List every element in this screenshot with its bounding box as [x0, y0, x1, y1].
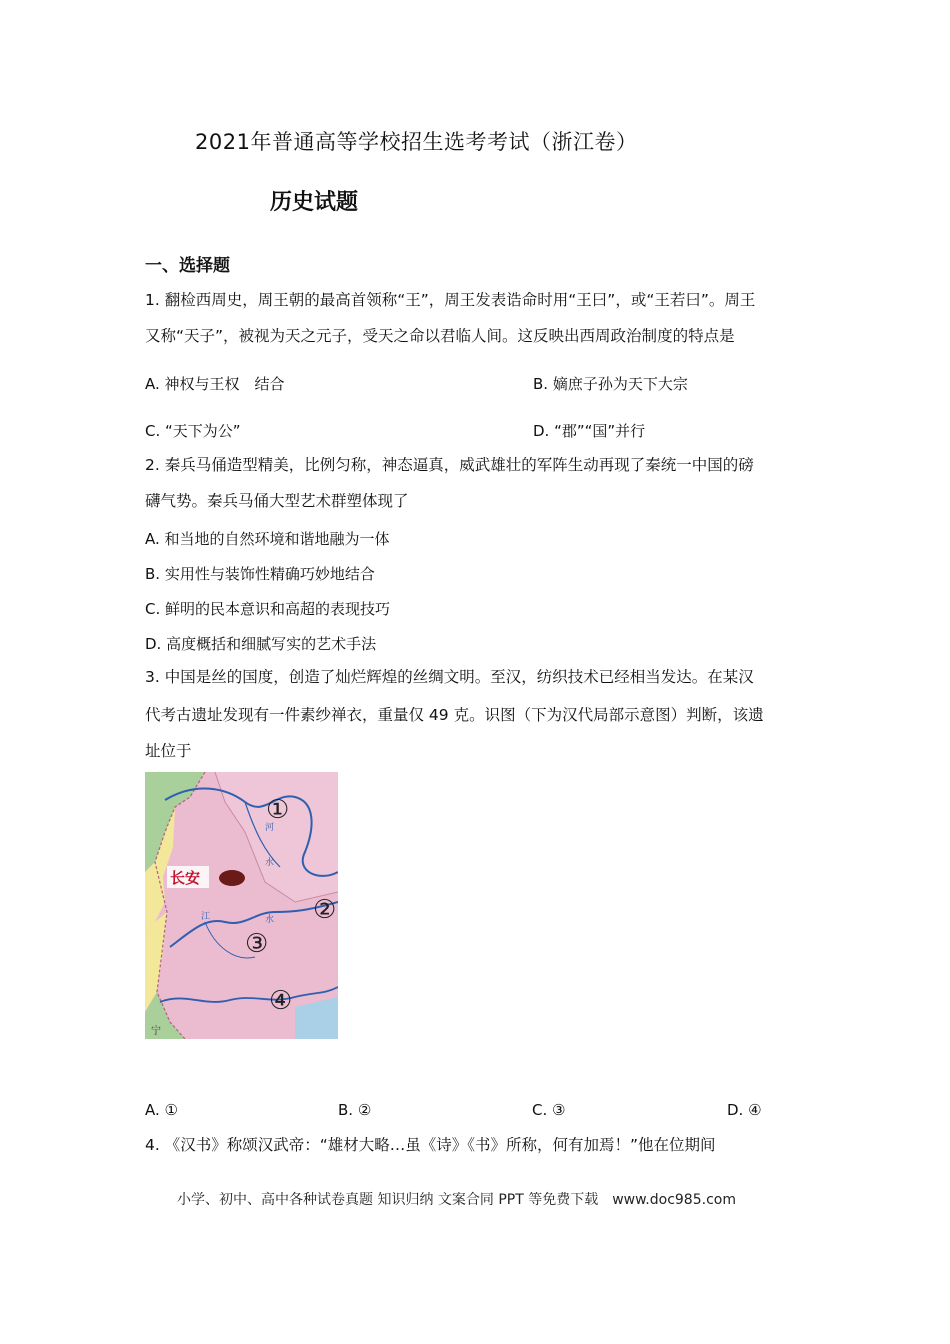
han-dynasty-map-svg — [145, 772, 338, 1039]
question-2-option-b: B. 实用性与装饰性精确巧妙地结合 — [145, 565, 375, 583]
question-3-option-c: C. ③ — [532, 1101, 566, 1119]
river-label-shui-1: 水 — [265, 858, 275, 868]
question-1-option-d: D. “郡”“国”并行 — [533, 422, 646, 440]
river-label-shui-2: 水 — [265, 915, 275, 925]
question-2-option-d: D. 高度概括和细腻写实的艺术手法 — [145, 635, 377, 653]
exam-subtitle: 历史试题 — [270, 190, 359, 215]
map-marker-4: ④ — [269, 986, 293, 1016]
question-1-line-1: 1. 翻检西周史，周王朝的最高首领称“王”，周王发表诰命时用“王曰”，或“王若曰”。周王 — [145, 291, 756, 309]
question-1-line-2: 又称“天子”，被视为天之元子，受天之命以君临人间。这反映出西周政治制度的特点是 — [145, 327, 735, 345]
question-1-option-a: A. 神权与王权 结合 — [145, 375, 285, 393]
question-4-line-1: 4. 《汉书》称颂汉武帝：“雄材大略…虽《诗》《书》所称，何有加焉！”他在位期间 — [145, 1136, 716, 1154]
question-3-option-d: D. ④ — [727, 1101, 762, 1119]
map-marker-3: ③ — [245, 929, 269, 959]
question-3-line-2: 代考古遗址发现有一件素纱禅衣，重量仅 49 克。识图（下为汉代局部示意图）判断，该遗 — [145, 706, 764, 724]
question-3-option-a: A. ① — [145, 1101, 178, 1119]
question-1-option-c: C. “天下为公” — [145, 422, 241, 440]
question-3-option-b: B. ② — [338, 1101, 372, 1119]
question-1-option-b: B. 嫡庶子孙为天下大宗 — [533, 375, 688, 393]
map-marker-1: ① — [266, 795, 290, 825]
map-marker-2: ② — [313, 895, 337, 925]
river-label-he: 河 — [265, 823, 275, 833]
question-2-line-1: 2. 秦兵马俑造型精美，比例匀称，神态逼真，威武雄壮的军阵生动再现了秦统一中国的磅 — [145, 456, 754, 474]
han-dynasty-map — [145, 772, 338, 1039]
changan-marker — [219, 870, 245, 886]
map-corner-label: 宁 — [151, 1026, 161, 1037]
question-3-line-3: 址位于 — [145, 742, 192, 760]
question-2-line-2: 礴气势。秦兵马俑大型艺术群塑体现了 — [145, 492, 409, 510]
section-heading: 一、选择题 — [145, 256, 230, 276]
exam-title: 2021年普通高等学校招生选考考试（浙江卷） — [195, 130, 638, 154]
river-label-jiang: 江 — [201, 912, 211, 922]
question-3-line-1: 3. 中国是丝的国度，创造了灿烂辉煌的丝绸文明。至汉，纺织技术已经相当发达。在某汉 — [145, 668, 754, 686]
page-footer: 小学、初中、高中各种试卷真题 知识归纳 文案合同 PPT 等免费下载 www.doc985.com — [177, 1192, 736, 1208]
changan-label: 长安 — [170, 869, 201, 887]
question-2-option-a: A. 和当地的自然环境和谐地融为一体 — [145, 530, 390, 548]
question-2-option-c: C. 鲜明的民本意识和高超的表现技巧 — [145, 600, 391, 618]
